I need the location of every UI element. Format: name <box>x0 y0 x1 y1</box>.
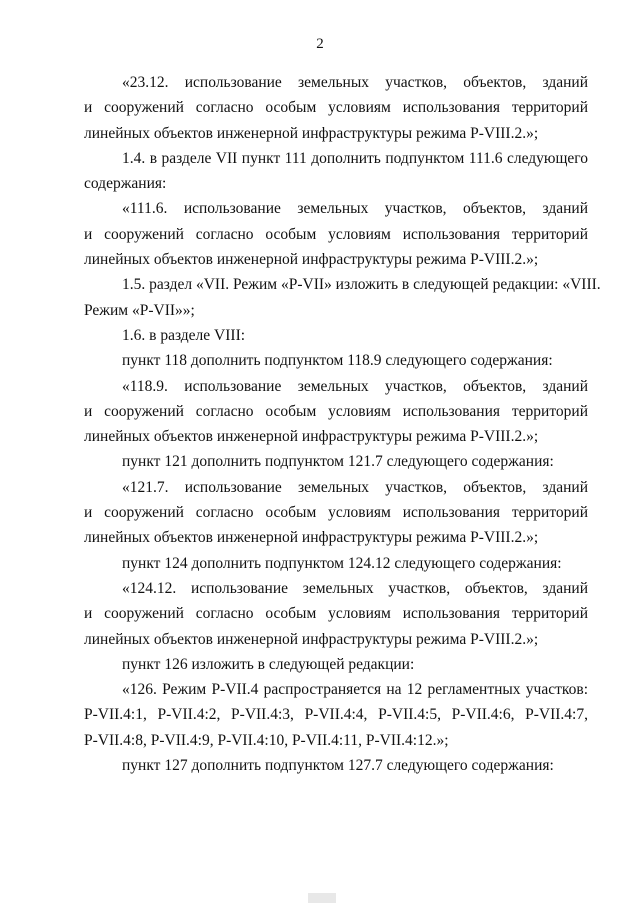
text-line: и сооружений согласно особым условиям использования территорий <box>84 504 588 522</box>
page-number: 2 <box>316 36 324 52</box>
text-line: линейных объектов инженерной инфраструктуры режима Р-VIII.2.»; <box>84 428 539 446</box>
text-line: «121.7. использование земельных участков, объектов, зданий <box>122 478 588 496</box>
text-line: пункт 121 дополнить подпунктом 121.7 следующего содержания: <box>122 453 554 471</box>
text-line: «126. Режим Р-VII.4 распространяется на 12 регламентных участков: <box>122 681 588 699</box>
text-line: и сооружений согласно особым условиям использования территорий <box>84 605 588 623</box>
text-line: «23.12. использование земельных участков, объектов, зданий <box>122 74 588 91</box>
scan-artifact <box>308 893 336 903</box>
text-line: и сооружений согласно особым условиям использования территорий <box>84 99 588 117</box>
text-line: 1.5. раздел «VII. Режим «Р-VII» изложить в следующей редакции: «VIII. <box>122 276 601 294</box>
text-line: линейных объектов инженерной инфраструктуры режима Р-VIII.2.»; <box>84 251 539 269</box>
text-line: пункт 126 изложить в следующей редакции: <box>122 655 415 673</box>
text-line: и сооружений согласно особым условиям использования территорий <box>84 402 588 420</box>
text-line: Р-VII.4:8, Р-VII.4:9, Р-VII.4:10, Р-VII.4:11, Р-VII.4:12.»; <box>84 731 449 749</box>
text-line: пункт 124 дополнить подпунктом 124.12 следующего содержания: <box>122 554 562 572</box>
document-body <box>84 70 601 778</box>
text-line: пункт 127 дополнить подпунктом 127.7 следующего содержания: <box>122 757 554 775</box>
text-line: Р-VII.4:1, Р-VII.4:2, Р-VII.4:3, Р-VII.4:4, Р-VII.4:5, Р-VII.4:6, Р-VII.4:7, <box>84 706 588 724</box>
text-line: содержания: <box>84 175 167 193</box>
text-line: «124.12. использование земельных участков, объектов, зданий <box>122 579 588 597</box>
text-line: «118.9. использование земельных участков, объектов, зданий <box>122 377 588 395</box>
text-line: 1.6. в разделе VIII: <box>122 326 246 344</box>
text-line: линейных объектов инженерной инфраструктуры режима Р-VIII.2.»; <box>84 529 539 547</box>
text-line: и сооружений согласно особым условиям использования территорий <box>84 225 588 243</box>
text-line: линейных объектов инженерной инфраструктуры режима Р-VIII.2.»; <box>84 630 539 648</box>
text-line: 1.4. в разделе VII пункт 111 дополнить подпунктом 111.6 следующего <box>122 149 588 167</box>
text-line: Режим «Р-VII»»; <box>84 301 195 319</box>
text-line: пункт 118 дополнить подпунктом 118.9 следующего содержания: <box>122 352 553 370</box>
text-line: «111.6. использование земельных участков, объектов, зданий <box>122 200 588 218</box>
text-line: линейных объектов инженерной инфраструктуры режима Р-VIII.2.»; <box>84 124 539 142</box>
